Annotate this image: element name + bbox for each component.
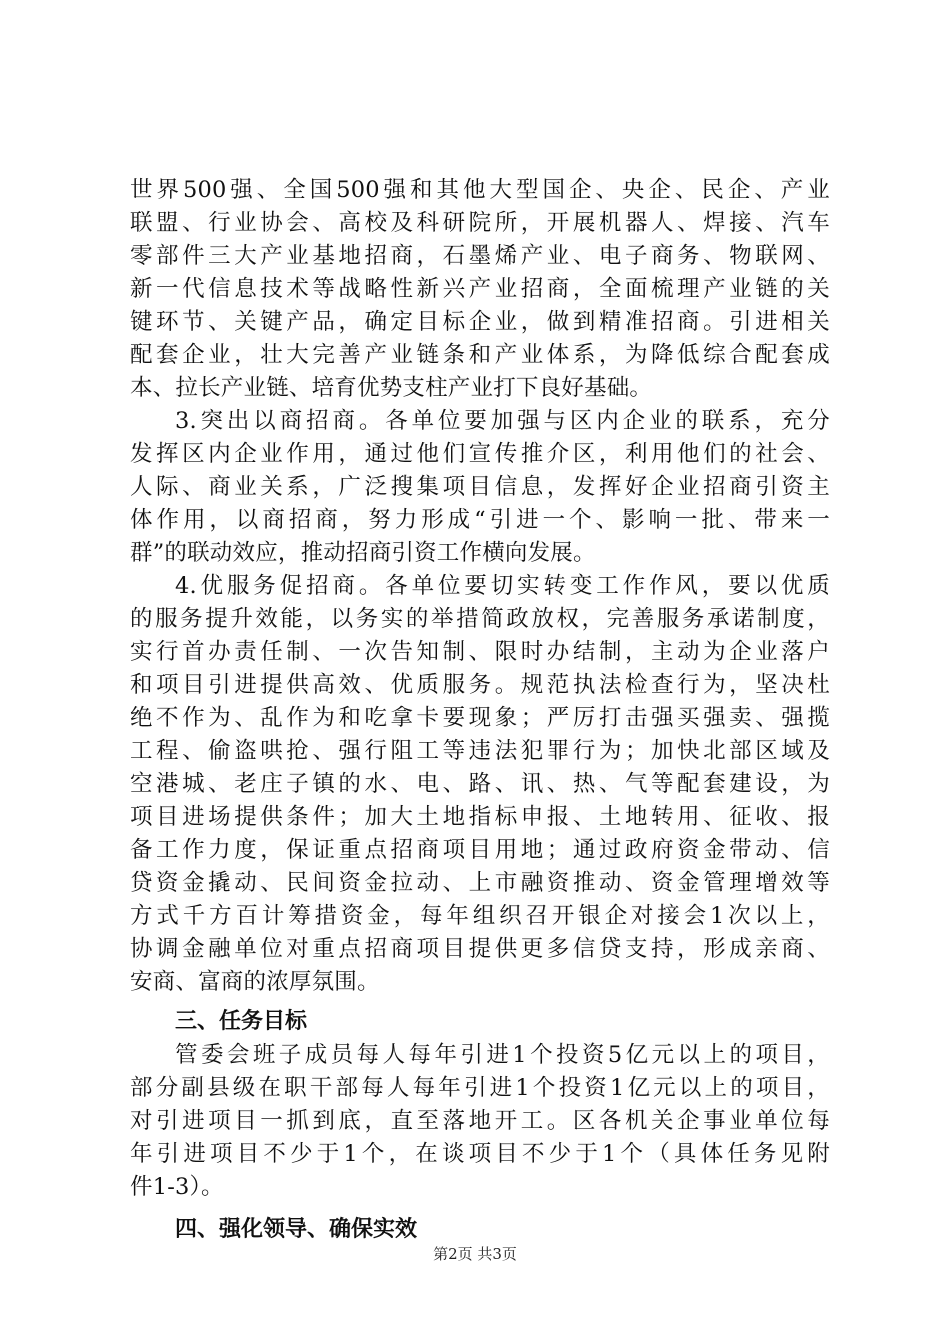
text-line: 安商、富商的浓厚氛围。 (130, 969, 380, 995)
document-body (130, 174, 830, 1256)
text-line: 管委会班子成员每人每年引进1个投资5亿元以上的项目， (175, 1042, 830, 1068)
paragraph-2 (130, 405, 830, 570)
text-line: 贷资金撬动、民间资金拉动、上市融资推动、资金管理增效等 (130, 870, 830, 896)
text-line: 人际、商业关系，广泛搜集项目信息，发挥好企业招商引资主 (130, 474, 830, 500)
text-line: 本、拉长产业链、培育优势支柱产业打下良好基础。 (130, 375, 653, 401)
text-line: 配套企业，壮大完善产业链条和产业体系，为降低综合配套成 (130, 342, 830, 368)
text-line: 零部件三大产业基地招商，石墨烯产业、电子商务、物联网、 (130, 243, 830, 269)
text-line: 年引进项目不少于1个，在谈项目不少于1个（具体任务见附 (130, 1141, 830, 1167)
text-line: 的服务提升效能，以务实的举措简政放权，完善服务承诺制度， (130, 606, 830, 632)
text-line: 备工作力度，保证重点招商项目用地；通过政府资金带动、信 (130, 837, 830, 863)
text-line: 工程、偷盗哄抢、强行阻工等违法犯罪行为；加快北部区域及 (130, 738, 830, 764)
text-line: 部分副县级在职干部每人每年引进1个投资1亿元以上的项目， (130, 1075, 830, 1101)
text-line: 协调金融单位对重点招商项目提供更多信贷支持，形成亲商、 (130, 936, 830, 962)
text-line: 4.优服务促招商。各单位要切实转变工作作风，要以优质 (175, 573, 830, 599)
section-heading-3: 三、任务目标 (175, 1009, 308, 1034)
text-line: 3.突出以商招商。各单位要加强与区内企业的联系，充分 (175, 408, 830, 434)
section-heading-4: 四、强化领导、确保实效 (175, 1217, 418, 1242)
text-line: 世界500强、全国500强和其他大型国企、央企、民企、产业 (130, 177, 830, 203)
paragraph-4 (130, 1039, 830, 1204)
text-line: 和项目引进提供高效、优质服务。规范执法检查行为，坚决杜 (130, 672, 830, 698)
text-line: 群”的联动效应，推动招商引资工作横向发展。 (130, 540, 596, 566)
text-line: 联盟、行业协会、高校及科研院所，开展机器人、焊接、汽车 (130, 210, 830, 236)
text-line: 新一代信息技术等战略性新兴产业招商，全面梳理产业链的关 (130, 276, 830, 302)
text-line: 对引进项目一抓到底，直至落地开工。区各机关企事业单位每 (130, 1108, 830, 1134)
paragraph-1 (130, 174, 830, 405)
text-line: 方式千方百计筹措资金，每年组织召开银企对接会1次以上， (130, 903, 830, 929)
text-line: 件1-3）。 (130, 1174, 224, 1200)
text-line: 体作用，以商招商，努力形成“引进一个、影响一批、带来一 (130, 507, 830, 533)
text-line: 发挥区内企业作用，通过他们宣传推介区，利用他们的社会、 (130, 441, 830, 467)
text-line: 空港城、老庄子镇的水、电、路、讯、热、气等配套建设，为 (130, 771, 830, 797)
text-line: 项目进场提供条件；加大土地指标申报、土地转用、征收、报 (130, 804, 830, 830)
page-footer: 第2页 共3页 (433, 1245, 517, 1263)
text-line: 键环节、关键产品，确定目标企业，做到精准招商。引进相关 (130, 309, 830, 335)
text-line: 绝不作为、乱作为和吃拿卡要现象；严厉打击强买强卖、强揽 (130, 705, 830, 731)
paragraph-3 (130, 570, 830, 999)
text-line: 实行首办责任制、一次告知制、限时办结制，主动为企业落户 (130, 639, 830, 665)
